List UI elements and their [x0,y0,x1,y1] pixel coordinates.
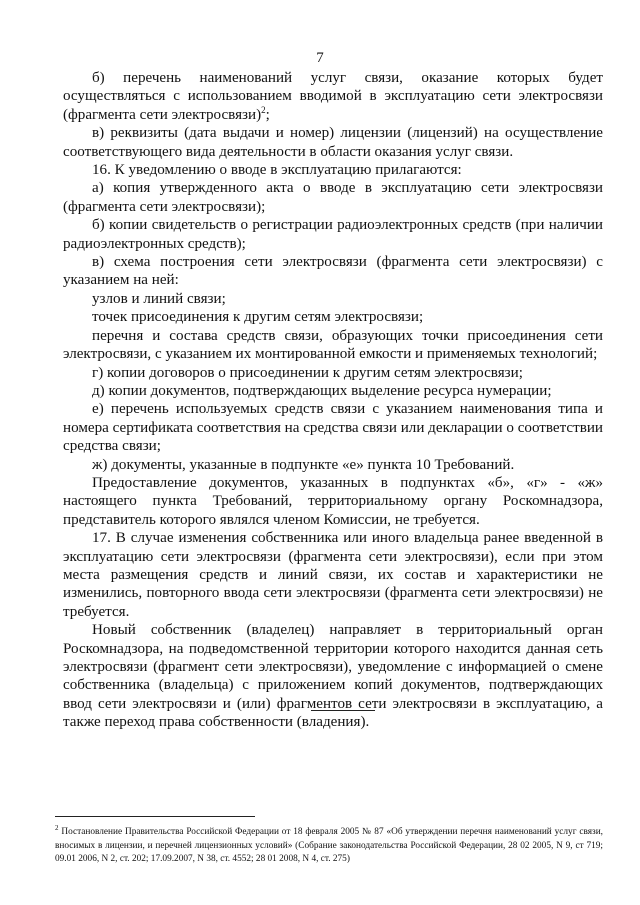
paragraph-item-a-act-copy: а) копия утвержденного акта о вводе в эксплуатацию сети электросвязи (фрагмента сети электросвязи); [63,180,603,215]
paragraph-text: б) перечень наименований услуг связи, оказание которых будет осуществляться с использованием вводимой в эксплуатацию сети электросвязи (фрагмента сети электросвязи) [63,70,603,123]
end-of-text-rule [311,710,375,711]
paragraph-tail: ; [265,106,270,123]
paragraph-section-16: 16. К уведомлению о вводе в эксплуатацию прилагаются: [92,162,462,179]
paragraph-item-v-license: в) реквизиты (дата выдачи и номер) лицензии (лицензий) на осуществление соответствующего вида деятельности в области оказания услуг связи. [63,125,603,160]
footnote-marker: 2 [55,823,59,832]
page-number: 7 [316,50,324,66]
paragraph-item-d-numbering: д) копии документов, подтверждающих выделение ресурса нумерации; [92,382,552,399]
paragraph-scheme-connection-points: точек присоединения к другим сетям электросвязи; [92,309,424,326]
footnote-separator [55,816,255,817]
paragraph-item-v-network-scheme: в) схема построения сети электросвязи (фрагмента сети электросвязи) с указанием на ней: [63,254,603,289]
paragraph-item-e-equipment-certificates: е) перечень используемых средств связи с указанием наименования типа и номера сертификата соответствия на средства связи или декларации о соответствии средства связи; [63,401,603,455]
paragraph-documents-not-required: Предоставление документов, указанных в подпунктах «б», «г» - «ж» настоящего пункта Требований, территориальному органу Роскомнадзора, представитель которого являлся членом Комиссии, не требуется. [63,474,603,528]
paragraph-item-b-services [63,69,603,124]
paragraph-scheme-equipment-list: перечня и состава средств связи, образующих точки присоединения сети электросвязи, с указанием их монтированной емкости и применяемых технологий; [63,327,603,363]
footnote-reference: 2 [261,104,266,115]
paragraph-new-owner: Новый собственник (владелец) направляет в территориальный орган Роскомнадзора, на подведомственной территории которого находится данная сеть электросвязи (фрагмент сети электросвязи), уведомление с информацией о смене собственника (владельца) с приложением копий документов, подтверждающих ввод сети электросвязи и (или) фрагментов сети электросвязи в эксплуатацию, а также переход права собственности (владения). [63,622,603,731]
paragraph-item-b-certificates: б) копии свидетельств о регистрации радиоэлектронных средств (при наличии радиоэлектронных средств); [63,217,603,252]
paragraph-section-17: 17. В случае изменения собственника или иного владельца ранее введенной в эксплуатацию сети электросвязи (фрагмента сети электросвязи), если при этом места размещения средств и линий связи, их состав и характеристики не изменились, повторного ввода сети электросвязи (фрагмента сети электросвязи) не требуется. [63,530,603,620]
footnote-text: Постановление Правительства Российской Федерации от 18 февраля 2005 № 87 «Об утверждении перечня наименований услуг связи, вносимых в лицензии, и перечней лицензионных условий» (Собрание законодательства Российской Федерации, 28 02 2005, N 9, ст 719; 09.01 2006, N 2, ст. 202; 17.09.2007, N 38, ст. 4552; 28 01 2008, N 4, ст. 275) [55,827,604,864]
document-body [63,69,603,732]
footnote [55,823,604,867]
paragraph-item-zh-documents: ж) документы, указанные в подпункте «е» пункта 10 Требований. [92,456,515,473]
paragraph-scheme-nodes: узлов и линий связи; [92,290,226,307]
paragraph-item-g-contracts: г) копии договоров о присоединении к другим сетям электросвязи; [92,364,523,381]
